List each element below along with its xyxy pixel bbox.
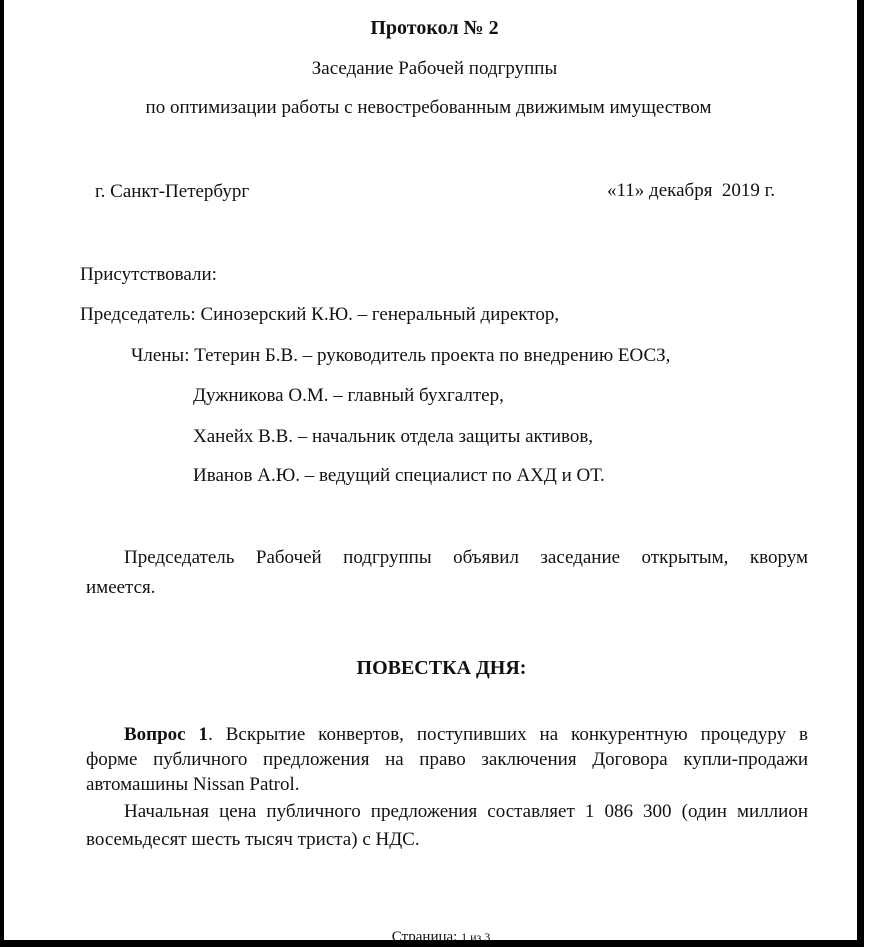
meeting-date: «11» декабря 2019 г.	[607, 180, 776, 201]
page-border-right	[857, 0, 864, 947]
page-label: Страница:	[391, 929, 458, 945]
members-line-1	[131, 345, 670, 367]
protocol-title: Протокол № 2	[370, 17, 499, 39]
question-1-text	[124, 724, 808, 745]
chair-label: Председатель:	[80, 304, 196, 325]
question-1-title: . Вскрытие конвертов, поступивших на конкурентную процедуру в	[208, 724, 808, 745]
member-item: Иванов А.Ю. – ведущий специалист по АХД и ОТ.	[193, 465, 605, 486]
question-1-label: Вопрос 1	[124, 724, 209, 745]
meeting-subtitle-line2: по оптимизации работы с невостребованным движимым имуществом	[145, 97, 712, 118]
chair-line	[80, 304, 559, 326]
question-1-line-3: автомашины Nissan Patrol.	[86, 774, 300, 795]
chair-name: Синозерский К.Ю. – генеральный директор,	[200, 304, 560, 325]
opening-line-2: имеется.	[86, 577, 156, 598]
member-item: Тетерин Б.В. – руководитель проекта по внедрению ЕОСЗ,	[194, 345, 671, 366]
member-item: Ханейх В.В. – начальник отдела защиты активов,	[193, 426, 594, 447]
page-border-left	[0, 0, 4, 947]
page-number: 1 из 3	[461, 930, 491, 944]
members-label: Члены:	[131, 345, 190, 366]
page-footer	[0, 928, 869, 946]
price-line-1: Начальная цена публичного предложения составляет 1 086 300 (один миллион	[124, 801, 808, 822]
attendees-heading: Присутствовали:	[80, 264, 217, 285]
price-line-2: восемьдесят шесть тысяч триста) с НДС.	[86, 829, 420, 850]
question-1-line-1	[124, 724, 808, 746]
agenda-heading: ПОВЕСТКА ДНЯ:	[356, 657, 527, 679]
member-item: Дужникова О.М. – главный бухгалтер,	[193, 385, 504, 406]
meeting-city: г. Санкт-Петербург	[95, 181, 250, 202]
question-1-line-2: форме публичного предложения на право заключения Договора купли-продажи	[86, 749, 808, 770]
opening-line-1: Председатель Рабочей подгруппы объявил заседание открытым, кворум	[124, 547, 808, 568]
meeting-subtitle-line1: Заседание Рабочей подгруппы	[311, 58, 558, 79]
